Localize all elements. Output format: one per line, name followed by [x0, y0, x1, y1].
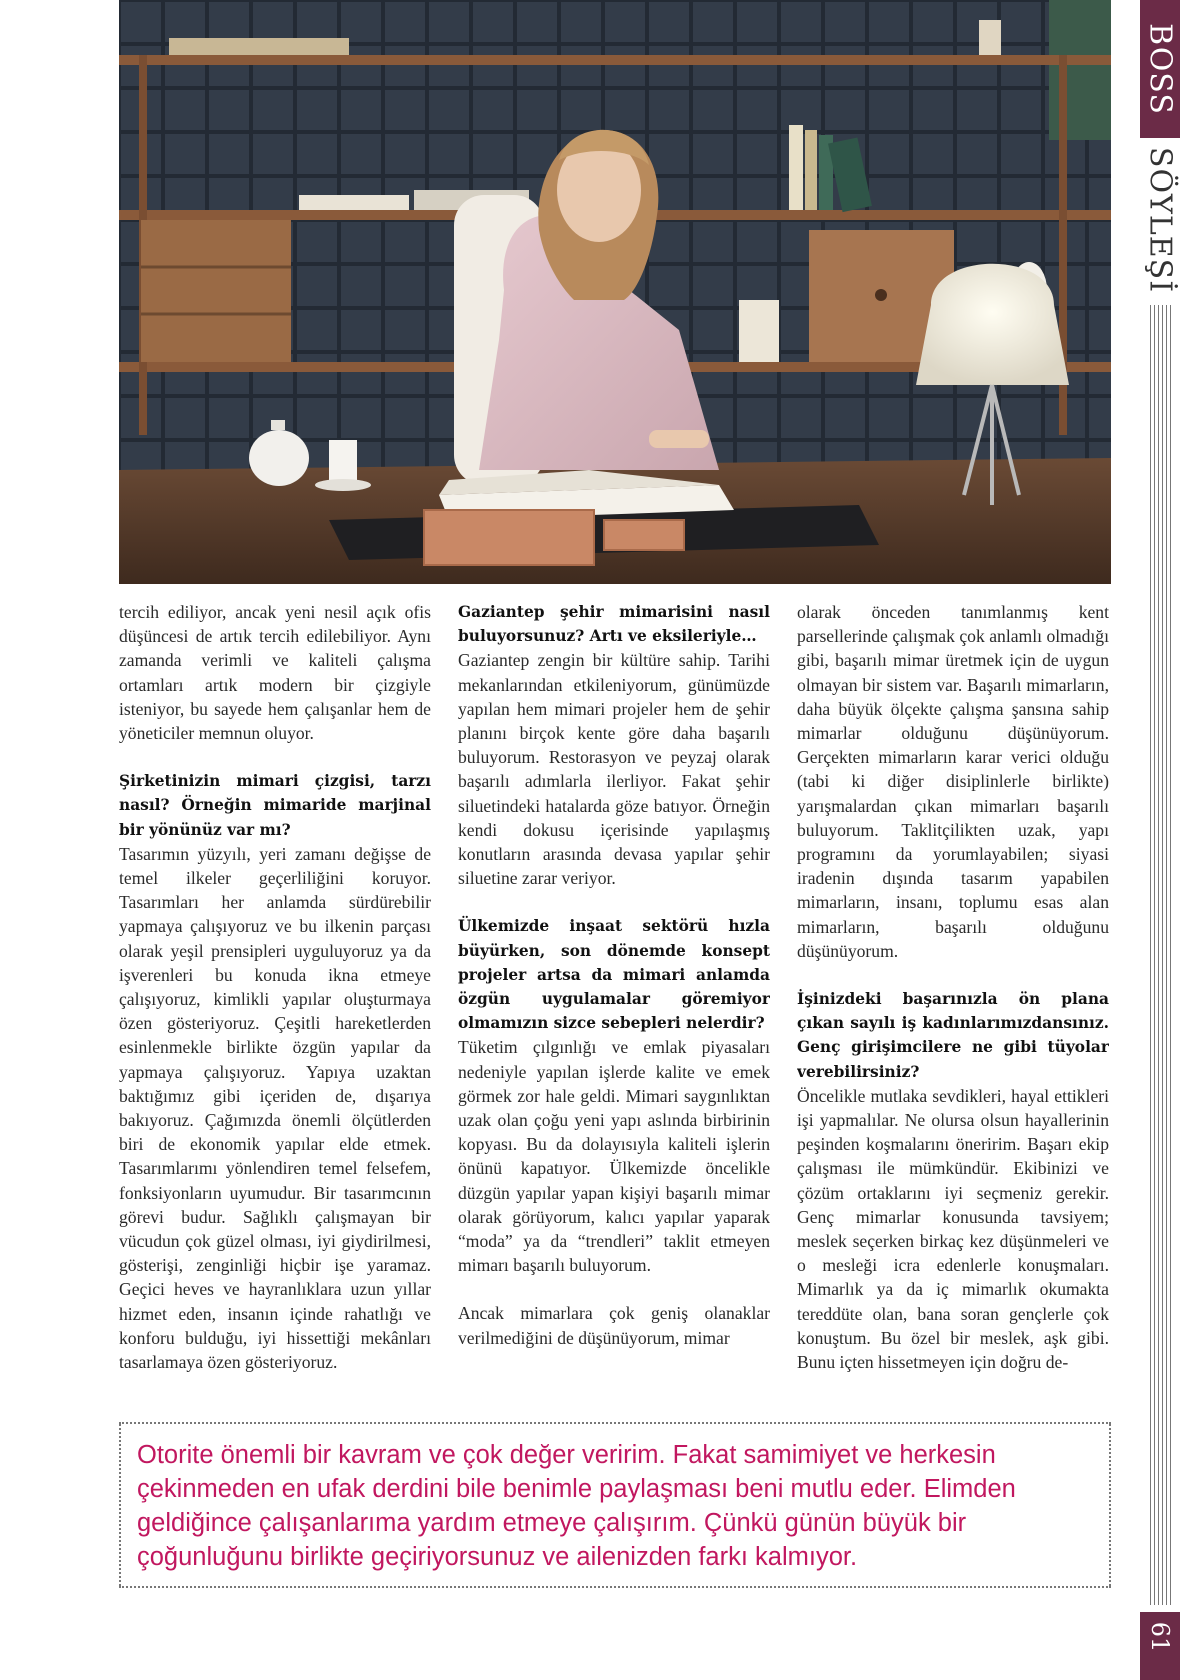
text-column-1 — [119, 600, 431, 1405]
interview-question: Gaziantep şehir mimarisini nasıl buluyorsunuz? Artı ve eksileriyle… — [458, 603, 770, 646]
interview-question: Ülkemizde inşaat sektörü hızla büyürken, son dönemde konsept projeler artsa da mimari anlamda özgün uygulamalar göremiyor olmamızın sizce sebepleri nelerdir? — [458, 917, 770, 1033]
interview-answer: Gaziantep zengin bir kültüre sahip. Tarihi mekanlarından etkileniyorum, günümüzde yapılan hem mimari projeler hem de şehir planını birçok kente göre daha başarılı buluyorum. Restorasyon ve peyzaj olarak başarılı adımlarla ilerliyor. Fakat şehir siluetindeki hatalarda göze batıyor. Örneğin kendi dokusu içerisinde yapılaşmış konutların arasında devasa yapılar şehir siluetine zarar veriyor. — [458, 650, 770, 889]
interview-answer: Tüketim çılgınlığı ve emlak piyasaları nedeniyle yapılan işlerde kalite ve emek görmek zor hale geldi. Mimari saygınlıktan uzak olan çoğu yeni yapı aslında birbirinin kopyası. Bu da dolayısıyla kaliteli işlerin önünü kapatıyor. Ülkemizde öncelikle düzgün yapılar yapan kişiyi başarılı mimar olarak görüyorum, kalıcı yapılar yaparak “moda” ya da “trendleri” taklit etmeyen mimarı başarılı buluyorum. — [458, 1037, 770, 1276]
interview-question: İşinizdeki başarınızla ön plana çıkan sayılı iş kadınlarımızdansınız. Genç girişimcilere ne gibi tüyolar verebilirsiniz? — [797, 990, 1109, 1081]
text-column-3 — [797, 600, 1109, 1405]
section-name: SÖYLEŞİ — [1142, 146, 1178, 294]
interview-answer: Tasarımın yüzyılı, yeri zamanı değişse de temel ilkeler geçerliliğini koruyor. Tasarımları her anlamda sürdürebilir yapmaya çalışıyoruz ve bu ilkenin parçası olarak yeşil prensipleri uyguluyoruz ya da işverenleri bu konuda ikna etmeye çalışıyoruz, kimlikli yapılar oluşturmaya özen gösteriyoruz. Çeşitli hareketlerden esinlenmekle birlikte özgün yapılar da yapmaya çalışıyoruz. Yapıya uzaktan baktığımız gibi içeriden de, dışarıya bakıyoruz. Çağımızda önemli ölçütlerden biri de ekonomik yapılar elde etmek. Tasarımlarımı yönlendiren temel felsefem, fonksiyonların uyumudur. Bir tasarımcının görevi budur. Sağlıklı çalışmayan bir vücudun çok güzel olması, iyi giydirilmesi, gösterişi, zenginliği hiçbir işe yaramaz. Geçici heves ve hayranlıklara uzun yıllar hizmet eden, insanın içinde rahatlığı ve konforu bulduğu, iyi hissettiği mekânları tasarlamaya özen gösteriyoruz. — [119, 843, 431, 1373]
text-column-2 — [458, 600, 770, 1405]
interview-answer: Ancak mimarlara çok geniş olanaklar verilmediğini de düşünüyorum, mimar — [458, 1303, 770, 1348]
interview-question: Şirketinizin mimari çizgisi, tarzı nasıl? Örneğin mimaride marjinal bir yönünüz var mı? — [119, 772, 431, 839]
interview-answer: Öncelikle mutlaka sevdikleri, hayal ettikleri işi yapmalılar. Ne olursa olsun hayallerinin peşinden koşmalarını öneririm. Başarı ekip çalışması ile mümkündür. Ekibinizi ve çözüm ortaklarını iyi seçmeniz gerekir. Genç mimarlar konusunda tavsiyem; meslek seçerken birkaç kez düşünmeleri ve o mesleği icra edenlerle konuşmaları. Mimarlık ya da iç mimarlık okumakta tereddüte olan, bana soran gençlerle çok konuştum. Bu özel bir meslek, aşk gibi. Bunu içten hissetmeyen için doğru de- — [797, 1085, 1109, 1373]
portrait-photo-icon — [119, 0, 1111, 584]
page-number — [1140, 1612, 1180, 1662]
paragraph: tercih ediliyor, ancak yeni nesil açık ofis düşüncesi de artık tercih edilebiliyor. Aynı zamanda verimli ve kaliteli çalışma ortamları artık modern bir çizgiyle isteniyor, bu sayede hem çalışanlar hem de yöneticiler memnun oluyor. — [119, 602, 431, 744]
interview-answer: olarak önceden tanımlanmış kent parsellerinde çalışmak çok anlamlı olmadığı gibi, başarılı mimar üretmek için de uygun olmayan bir sistem var. Başarılı mimarların, daha büyük ölçekte çalışma şansına sahip mimarlar olduğunu düşünüyorum. Gerçekten mimarların karar verici olduğu (tabi ki diğer disiplinlerle birlikte) yarışmalardan çıkan mimarları başarılı buluyorum. Taklitçilikten uzak, yapı programını da yorumlayabilen; siyasi iradenin dışında tasarım yapabilen mimarların, insanı, toplumu esas alan mimarların, başarılı olduğunu düşünüyorum. — [797, 602, 1109, 961]
pull-quote-text: Otorite önemli bir kavram ve çok değer veririm. Fakat samimiyet ve herkesin çekinmeden en ufak derdini bile benimle paylaşması beni mutlu eder. Elimden geldiğince çalışanlarıma yardım etmeye çalışırım. Çünkü günün büyük bir çoğunluğunu birlikte geçiriyorsunuz ve ailenizden farkı kalmıyor. — [137, 1441, 1016, 1571]
magazine-label — [1140, 0, 1180, 138]
section-label — [1140, 145, 1180, 295]
page-number-text: 61 — [1146, 1621, 1174, 1653]
magazine-name: BOSS — [1142, 23, 1178, 115]
pull-quote-box — [119, 1422, 1111, 1588]
portrait-photo — [119, 0, 1111, 584]
margin-rules — [1148, 305, 1176, 1605]
